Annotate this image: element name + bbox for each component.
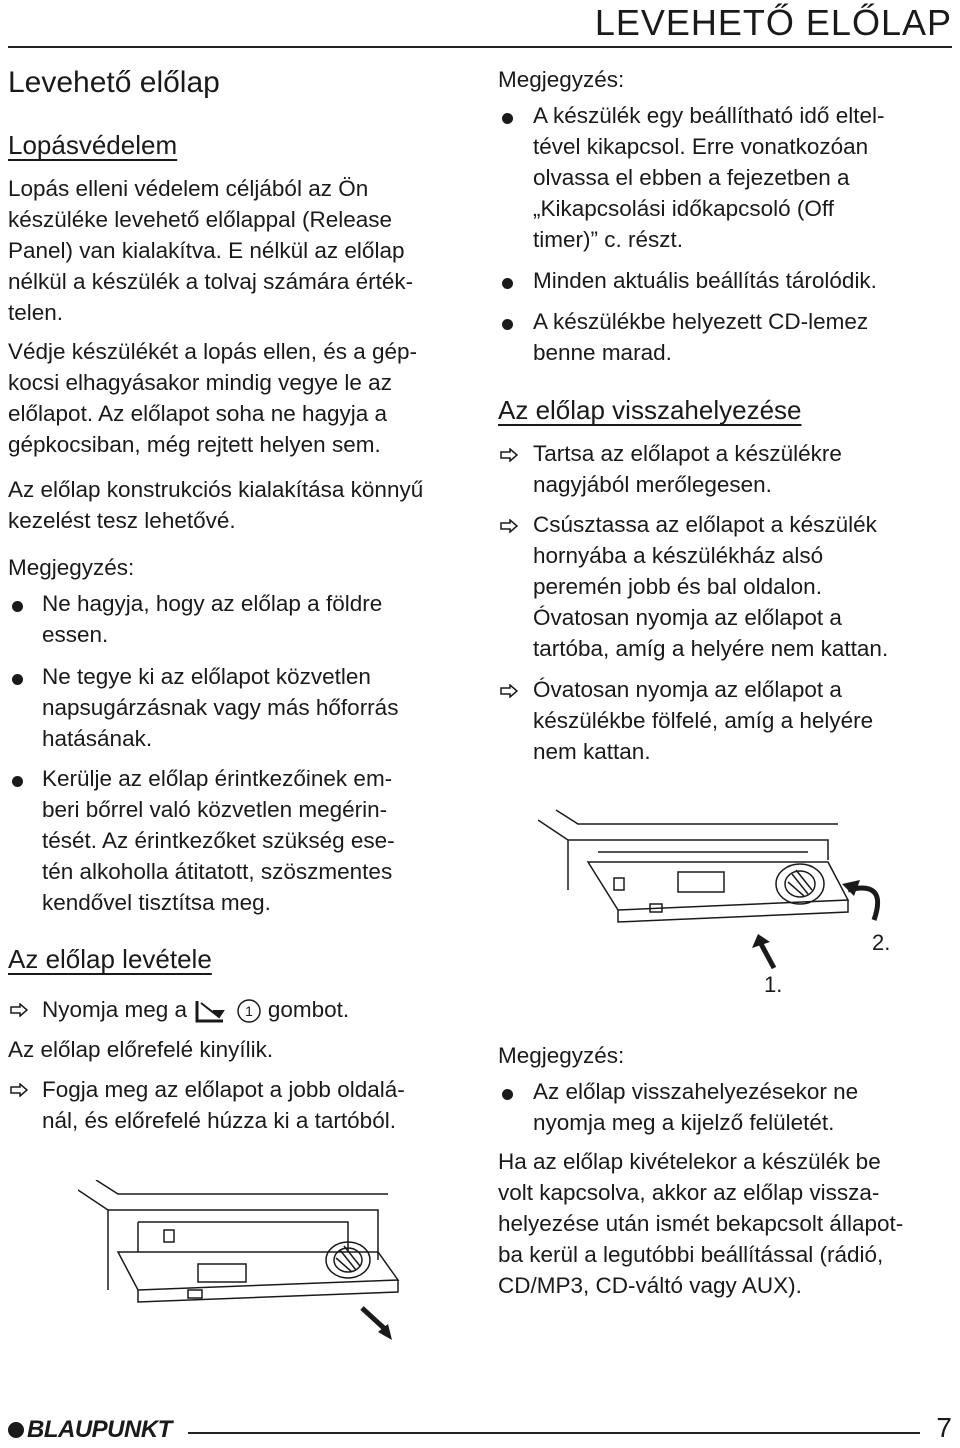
text-line: nagyjából merőlegesen. bbox=[533, 472, 772, 497]
section-title: Levehető előlap bbox=[8, 66, 220, 99]
text-line: ba kerül a legutóbbi beállítással (rádió, bbox=[498, 1242, 884, 1267]
text-line: kezelést tesz lehetővé. bbox=[8, 508, 236, 533]
text-line: Óvatosan nyomja az előlapot a bbox=[533, 677, 842, 702]
text-line: nyomja meg a kijelző felületét. bbox=[533, 1110, 835, 1135]
text-line: Óvatosan nyomja az előlapot a bbox=[533, 605, 842, 630]
step-arrow-icon bbox=[10, 1083, 28, 1097]
step-arrow-icon bbox=[500, 684, 518, 698]
text-line: A készülékbe helyezett CD-lemez bbox=[533, 309, 869, 334]
note-item bbox=[42, 588, 382, 650]
text-line: Panel) van kialakítva. E nélkül az előlap bbox=[8, 238, 405, 263]
text-line: „Kikapcsolási időkapcsoló (Off bbox=[533, 196, 834, 221]
text-line: Minden aktuális beállítás tárolódik. bbox=[533, 268, 877, 293]
text-line: tén alkoholla átitatott, szöszmentes bbox=[42, 859, 393, 884]
figure-panel-reattach bbox=[538, 800, 918, 1000]
step-arrow-icon bbox=[500, 448, 518, 462]
note-item bbox=[533, 1076, 858, 1138]
bullet-icon bbox=[502, 278, 513, 289]
heading-reattach: Az előlap visszahelyezése bbox=[498, 395, 802, 425]
text-line: Az előlap visszahelyezésekor ne bbox=[533, 1079, 859, 1104]
text-line: Ha az előlap kivételekor a készülék be bbox=[498, 1149, 881, 1174]
bullet-icon bbox=[502, 1089, 513, 1100]
text-line: CD/MP3, CD-váltó vagy AUX). bbox=[498, 1273, 802, 1298]
text-line: készülékbe fölfelé, amíg a helyére bbox=[533, 708, 874, 733]
step-text: gombot. bbox=[267, 997, 350, 1022]
bullet-icon bbox=[502, 319, 513, 330]
text-line: nem kattan. bbox=[533, 739, 651, 764]
text-line: olvassa el ebben a fejezetben a bbox=[533, 165, 850, 190]
step-arrow-icon bbox=[500, 519, 518, 533]
text-line: gépkocsiban, még rejtett helyen sem. bbox=[8, 432, 381, 457]
text-line: Tartsa az előlapot a készülékre bbox=[533, 441, 842, 466]
text-line: Védje készülékét a lopás ellen, és a gép- bbox=[8, 339, 418, 364]
bullet-icon bbox=[502, 113, 513, 124]
text-line: tével kikapcsol. Erre vonatkozóan bbox=[533, 134, 869, 159]
step-pull-out bbox=[42, 1074, 405, 1136]
note-item bbox=[42, 661, 398, 754]
header-rule bbox=[8, 46, 952, 48]
text-line: Az előlap konstrukciós kialakítása könnyű bbox=[8, 477, 424, 502]
paragraph-protect bbox=[8, 336, 417, 460]
step-arrow-icon bbox=[10, 1003, 28, 1017]
step-item bbox=[533, 438, 842, 500]
bullet-icon bbox=[12, 776, 23, 787]
text-line: nélkül a készülék a tolvaj számára érték- bbox=[8, 269, 414, 294]
text-line: kocsi elhagyásakor mindig vegye le az bbox=[8, 370, 392, 395]
text-line: timer)” c. részt. bbox=[533, 227, 683, 252]
note-item bbox=[533, 265, 877, 296]
text-line: Kerülje az előlap érintkezőinek em- bbox=[42, 766, 393, 791]
figure-label-step1: 1. bbox=[764, 972, 783, 997]
figure-label-step2: 2. bbox=[872, 930, 891, 955]
page-header-title: LEVEHETŐ ELŐLAP bbox=[594, 2, 952, 43]
text-line: Csúsztassa az előlapot a készülék bbox=[533, 512, 877, 537]
text-line: tartóba, amíg a helyére nem kattan. bbox=[533, 636, 889, 661]
text-line: hornyába a készülékház alsó bbox=[533, 543, 824, 568]
brand-logo bbox=[8, 1416, 172, 1444]
bullet-icon bbox=[12, 674, 23, 685]
text-line: nál, és előrefelé húzza ki a tartóból. bbox=[42, 1108, 396, 1133]
note-label: Megjegyzés: bbox=[498, 1043, 625, 1068]
text-line: kendővel tisztítsa meg. bbox=[42, 890, 271, 915]
footer-rule bbox=[188, 1432, 920, 1434]
figure-panel-removal bbox=[78, 1180, 418, 1350]
step-press-button bbox=[42, 994, 349, 1025]
note-label: Megjegyzés: bbox=[8, 555, 135, 580]
heading-removal: Az előlap levétele bbox=[8, 944, 212, 974]
bullet-icon bbox=[12, 601, 23, 612]
text-line: telen. bbox=[8, 300, 64, 325]
text-line: A készülék egy beállítható idő eltel- bbox=[533, 103, 885, 128]
text-line: benne marad. bbox=[533, 340, 672, 365]
callout-number-icon bbox=[236, 998, 262, 1024]
text-line: Ne tegye ki az előlapot közvetlen bbox=[42, 664, 371, 689]
step-item bbox=[533, 509, 888, 664]
text-line: hatásának. bbox=[42, 726, 153, 751]
note-item bbox=[533, 306, 868, 368]
brand-dot-icon bbox=[8, 1422, 24, 1438]
text-line: készüléke levehető előlappal (Release bbox=[8, 207, 392, 232]
step-item bbox=[533, 674, 873, 767]
note-item bbox=[42, 763, 395, 918]
step-text: Nyomja meg a bbox=[42, 997, 188, 1022]
text-line: peremén jobb és bal oldalon. bbox=[533, 574, 822, 599]
paragraph-closing bbox=[498, 1146, 903, 1301]
text-line: helyezése után ismét bekapcsolt állapot- bbox=[498, 1211, 904, 1236]
text-line: Lopás elleni védelem céljából az Ön bbox=[8, 176, 369, 201]
callout-number: 1 bbox=[244, 1003, 253, 1020]
text-line: essen. bbox=[42, 622, 109, 647]
text-line: napsugárzásnak vagy más hőforrás bbox=[42, 695, 399, 720]
release-button-icon bbox=[193, 997, 229, 1025]
paragraph-intro bbox=[8, 173, 413, 328]
text-line: volt kapcsolva, akkor az előlap vissza- bbox=[498, 1180, 880, 1205]
text-line: előlapot. Az előlapot soha ne hagyja a bbox=[8, 401, 388, 426]
text-line: Ne hagyja, hogy az előlap a földre bbox=[42, 591, 383, 616]
step-result: Az előlap előrefelé kinyílik. bbox=[8, 1037, 274, 1062]
page-number: 7 bbox=[936, 1412, 952, 1443]
text-line: tését. Az érintkezőket szükség ese- bbox=[42, 828, 395, 853]
heading-lopasvedelem: Lopásvédelem bbox=[8, 130, 178, 160]
text-line: Fogja meg az előlapot a jobb oldalá- bbox=[42, 1077, 405, 1102]
note-label: Megjegyzés: bbox=[498, 67, 625, 92]
paragraph-design bbox=[8, 474, 423, 536]
brand-name: BLAUPUNKT bbox=[27, 1416, 172, 1443]
text-line: beri bőrrel való közvetlen megérin- bbox=[42, 797, 388, 822]
note-item bbox=[533, 100, 884, 255]
